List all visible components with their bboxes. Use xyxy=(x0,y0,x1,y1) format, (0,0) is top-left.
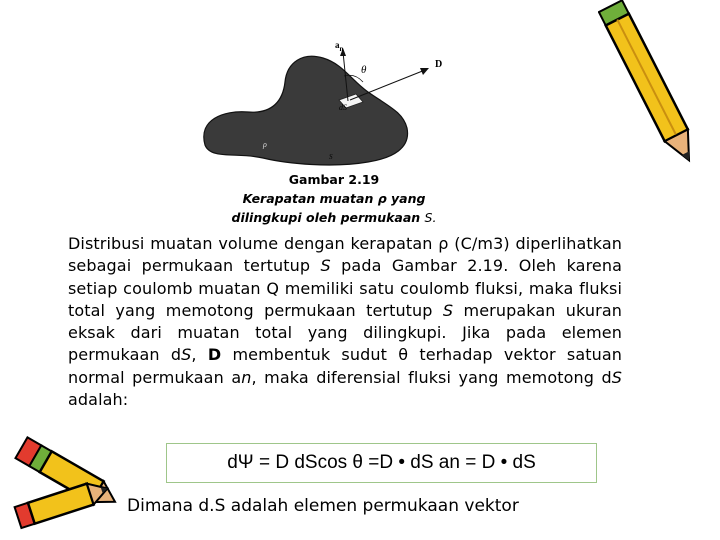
charge-surface-diagram xyxy=(193,40,475,170)
decorative-rule xyxy=(681,168,683,540)
caption-line-2: Kerapatan muatan ρ yang xyxy=(242,191,426,206)
flux-formula-box xyxy=(166,443,597,483)
paragraph-text: Distribusi muatan volume dengan kerapatan ρ (C/m3) diperlihatkan sebagai permukaan tertutup S pada Gambar 2.19. Oleh karena setiap coulomb muatan Q memiliki satu coulomb fluksi, maka fluksi total yang memotong permukaan tertutup S merupakan ukuran eksak dari muatan total yang dilingkupi. Jika pada elemen permukaan dS, D membentuk sudut θ terhadap vektor satuan normal permukaan an, maka diferensial fluksi yang memotong dS adalah: xyxy=(68,234,622,410)
label-ds: dS xyxy=(339,103,347,112)
figure-caption xyxy=(193,170,475,227)
flux-formula: dΨ = D dScos θ =D • dS an = D • dS xyxy=(227,452,536,473)
label-rho: ρ xyxy=(263,140,267,149)
label-theta: θ xyxy=(361,64,367,76)
label-s: S xyxy=(329,153,333,161)
label-d: D xyxy=(435,59,443,70)
closed-surface-shape xyxy=(204,56,408,165)
label-an: $a_n$ xyxy=(335,40,344,53)
pencil-top-right-icon xyxy=(598,0,710,170)
caption-line-3: dilingkupi oleh permukaan S. xyxy=(231,210,437,225)
caption-line-1: Gambar 2.19 xyxy=(288,172,380,187)
body-paragraph xyxy=(68,233,622,411)
footer-note: Dimana d.S adalah elemen permukaan vektor xyxy=(127,496,519,516)
pencil-bottom-left-icon xyxy=(0,430,120,540)
